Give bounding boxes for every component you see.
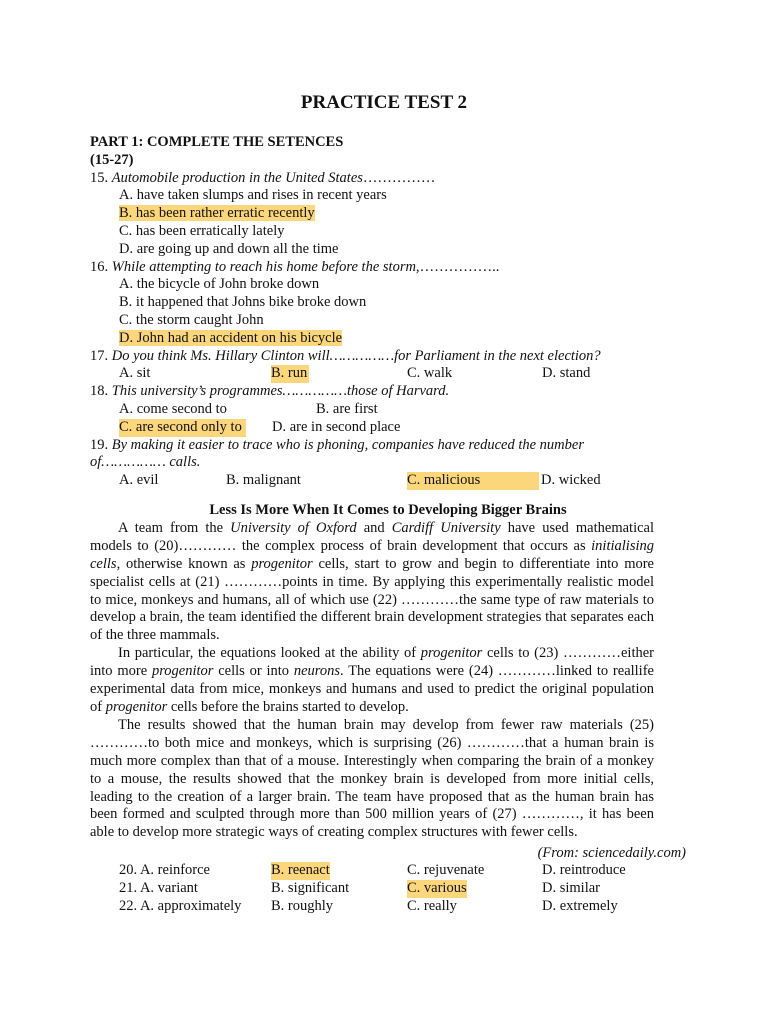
question-stem: Automobile production in the United States <box>111 169 363 186</box>
option <box>90 223 690 241</box>
question-stem: Do you think Ms. Hillary Clinton will……………for Parliament in the next election? <box>111 347 601 364</box>
question-number: 15. <box>90 169 109 186</box>
question-16 <box>90 259 690 277</box>
answer-row-21 <box>90 880 690 898</box>
option <box>90 312 690 330</box>
answer-row-22 <box>90 898 690 916</box>
question-18 <box>90 383 690 401</box>
question-19-continued <box>90 454 690 472</box>
question-19 <box>90 437 690 455</box>
option-correct <box>90 205 690 223</box>
option-b-highlighted: B. reenact <box>271 862 330 879</box>
article-title: Less Is More When It Comes to Developing Bigger Brains <box>209 501 567 518</box>
question-number: 16. <box>90 258 109 275</box>
option-text: C. the storm caught John <box>119 311 264 328</box>
question-number: 18. <box>90 383 109 400</box>
options-row <box>90 472 690 490</box>
option-c-highlighted: C. are second only to <box>119 419 246 437</box>
article-source <box>90 844 686 862</box>
question-number: 19. <box>90 436 109 453</box>
article-paragraph-1: A team from the University of Oxford and Cardiff University have used mathematical models to (20)………… the complex process of brain development that occurs as initialising cells, otherwise known as progenitor cells, start to grow and begin to differentiate into more specialist cells at (21) …………points in time. By applying this experimentally realistic model to mice, monkeys and humans, all of which use (22) …………the same type of raw materials to develop a brain, the team identified the different brain development strategies that separates each of the three mammals. <box>90 519 654 644</box>
option-b: B. malignant <box>226 472 301 489</box>
page-title: PRACTICE TEST 2 <box>300 92 468 113</box>
option-d: D. similar <box>542 880 600 897</box>
question-stem: This university’s programmes……………those of Harvard. <box>111 383 450 400</box>
option-text-highlighted: D. John had an accident on his bicycle <box>119 329 343 346</box>
question-range: (15-27) <box>90 151 134 168</box>
option-d: D. stand <box>542 365 591 382</box>
option-text: A. have taken slumps and rises in recent years <box>119 187 387 204</box>
test-content <box>90 134 690 916</box>
option-c: C. really <box>407 897 457 914</box>
option-a: 20. A. reinforce <box>119 862 210 879</box>
answer-row-20 <box>90 862 690 880</box>
option <box>90 241 690 259</box>
option-a: 22. A. approximately <box>119 897 242 914</box>
option-text-highlighted: B. has been rather erratic recently <box>119 205 315 222</box>
question-17 <box>90 348 690 366</box>
source-text: (From: sciencedaily.com) <box>537 845 686 862</box>
question-stem: By making it easier to trace who is phoning, companies have reduced the number <box>111 436 584 453</box>
option-d: D. extremely <box>542 897 618 914</box>
option <box>90 187 690 205</box>
option-c-highlighted: C. malicious <box>407 472 539 490</box>
option-b: B. are first <box>316 400 378 417</box>
option-b: B. roughly <box>271 897 334 914</box>
question-stem-line2: of…………… calls. <box>90 454 201 471</box>
options-row <box>90 365 690 383</box>
option-b: B. significant <box>271 880 350 897</box>
options-row <box>90 401 690 419</box>
option-d: D. are in second place <box>272 418 401 435</box>
option-c-highlighted: C. various <box>407 880 467 897</box>
article-paragraph-3: The results showed that the human brain may develop from fewer raw materials (25) …………to both mice and monkeys, which is surprising (26) …………that a human brain is much more complex than that of a mouse. Interestingly when comparing the brain of a monkey to a mouse, the results showed that the monkey brain is developed from more initial cells, leading to the creation of a larger brain. The team have proposed that as the human brain has been formed and sculpted through more than 500 million years of (27) …………, it has been able to develop more strategic ways of creating complex structures with fewer cells. <box>90 716 654 841</box>
option-text: B. it happened that Johns bike broke down <box>119 294 367 311</box>
options-row <box>90 419 690 437</box>
part-heading: PART 1: COMPLETE THE SETENCES <box>90 134 344 150</box>
question-blank: …………….. <box>419 258 500 275</box>
option-correct <box>90 330 690 348</box>
option-text: A. the bicycle of John broke down <box>119 276 320 293</box>
option-d: D. wicked <box>541 472 601 489</box>
option-d: D. reintroduce <box>542 862 626 879</box>
option-a: A. sit <box>119 365 151 382</box>
question-number: 17. <box>90 347 109 364</box>
option-text: D. are going up and down all the time <box>119 240 339 257</box>
option-a: 21. A. variant <box>119 880 198 897</box>
article-paragraph-2: In particular, the equations looked at the ability of progenitor cells to (23) …………either into more progenitor cells or into neurons. The equations were (24) …………linked to reallife experimental data from mice, monkeys and humans and used to predict the original population of progenitor cells before the brains started to develop. <box>90 645 655 715</box>
option-b-highlighted: B. run <box>271 365 308 382</box>
question-15 <box>90 170 690 188</box>
option-a: A. come second to <box>119 400 227 417</box>
option-a: A. evil <box>119 472 159 489</box>
option <box>90 276 690 294</box>
option-text: C. has been erratically lately <box>119 222 285 239</box>
question-blank: …………… <box>362 169 436 186</box>
option <box>90 294 690 312</box>
question-stem: While attempting to reach his home before the storm, <box>111 258 420 275</box>
option-c: C. rejuvenate <box>407 862 485 879</box>
option-c: C. walk <box>407 365 453 382</box>
